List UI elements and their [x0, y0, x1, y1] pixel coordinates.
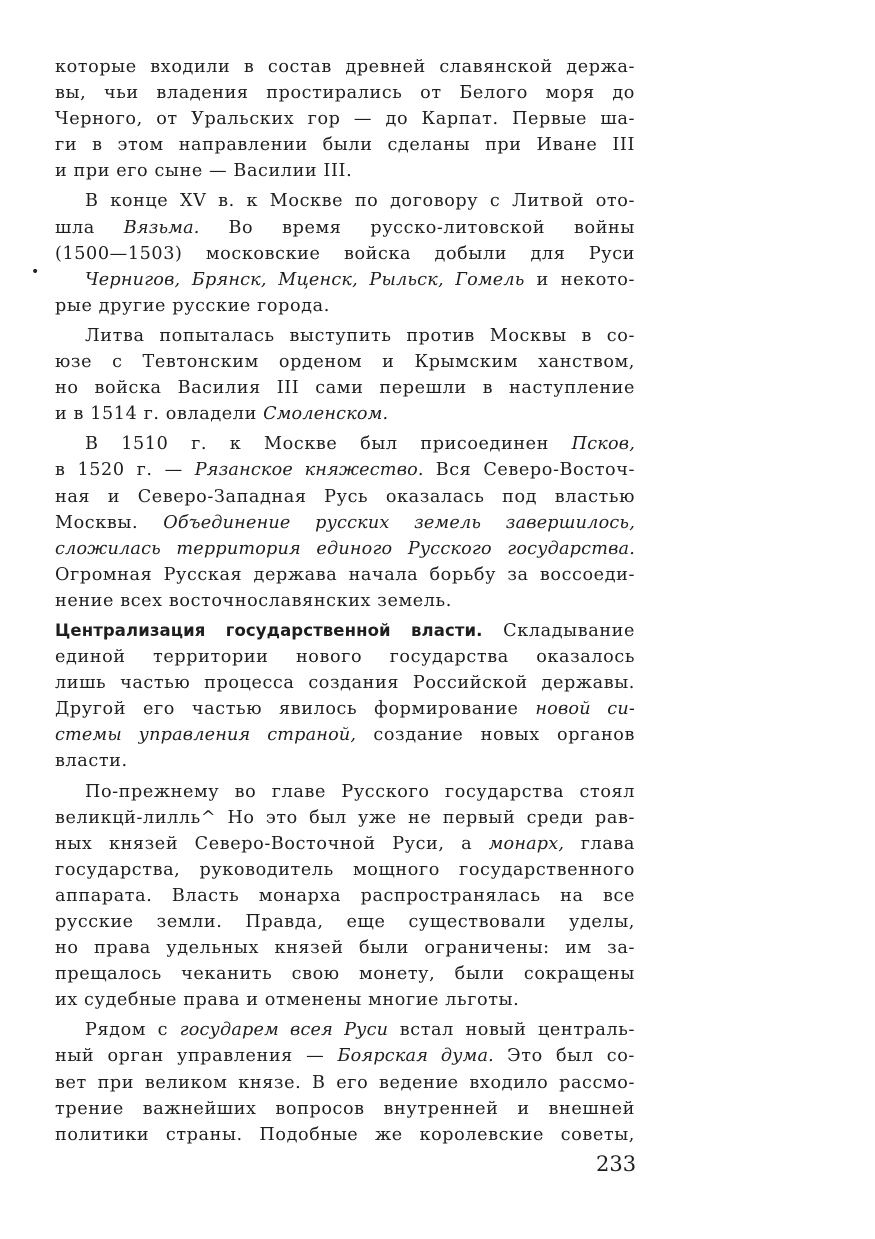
text-line	[55, 536, 635, 562]
text-line: В конце XV в. к Москве по договору с Литвой ото-	[85, 191, 635, 212]
text-line: единой территории нового государства оказалось	[55, 647, 635, 668]
paragraph-2	[55, 188, 635, 318]
italic-city-list: Чернигов, Брянск, Мценск, Рыльск, Гомель	[85, 269, 525, 290]
text-line: нение всех восточнославянских земель.	[55, 590, 452, 611]
text-line: и в 1514 г. овладели Смоленском.	[55, 404, 389, 425]
italic-emphasis: Объединение русских земель завершилось,	[163, 512, 635, 533]
text-line: но права удельных князей были ограничены: им за-	[55, 938, 635, 959]
text-line: стемы управления страной, создание новых органов	[55, 725, 635, 746]
italic-emphasis: государем всея Руси	[179, 1020, 389, 1041]
text-line: Москвы. Объединение русских земель завершилось,	[55, 512, 635, 533]
text-line: лишь частью процесса создания Российской державы.	[55, 673, 635, 694]
margin-bullet-mark: •	[31, 264, 40, 280]
text-line: власти.	[55, 751, 128, 772]
text-line: государства, руководитель мощного государственного	[55, 859, 635, 880]
text-line: ги в этом направлении были сделаны при Иване III	[55, 135, 635, 156]
text-line: прещалось чеканить свою монету, были сокращены	[55, 964, 635, 985]
text-line: Централизация государственной власти. Складывание	[55, 620, 635, 641]
book-page-text	[55, 54, 635, 1152]
text-line: вет при великом князе. В его ведение входило рассмо-	[55, 1072, 635, 1093]
italic-emphasis: монарх,	[488, 833, 565, 854]
italic-emphasis: Боярская дума.	[337, 1046, 494, 1067]
paragraph-7	[55, 1017, 635, 1147]
italic-emphasis: сложилась территория единого Русского государства.	[55, 538, 635, 559]
text-line: По-прежнему во главе Русского государства стоял	[85, 781, 635, 802]
text-line: рые другие русские города.	[55, 295, 330, 316]
text-line: ный орган управления — Боярская дума. Это был со-	[55, 1046, 635, 1067]
text-line: вы, чьи владения простирались от Белого моря до	[55, 83, 635, 104]
text-line: но войска Василия III сами перешли в наступление	[55, 378, 635, 399]
text-line: Черного, от Уральских гор — до Карпат. Первые ша-	[55, 109, 635, 130]
text-line: русские земли. Правда, еще существовали уделы,	[55, 912, 635, 932]
italic-emphasis: стемы управления страной,	[55, 725, 357, 746]
text-line: шла Вязьма. Во время русско-литовской войны	[55, 217, 635, 238]
text-line: Другой его частью явилось формирование новой си-	[55, 699, 635, 720]
text-line: их судебные права и отменены многие льготы.	[55, 990, 520, 1011]
italic-emphasis: новой си-	[535, 699, 635, 720]
italic-place-name: Псков,	[571, 434, 635, 455]
section-heading: Централизация государственной власти.	[55, 620, 483, 640]
text-line: Рядом с государем всея Руси встал новый централь-	[85, 1020, 635, 1041]
text-line: Литва попыталась выступить против Москвы в со-	[85, 325, 635, 346]
text-line: аппарата. Власть монарха распространялась на все	[55, 885, 635, 906]
text-line: юзе с Тевтонским орденом и Крымским ханством,	[55, 352, 635, 373]
italic-place-name: Смоленском.	[263, 404, 389, 425]
text-line: Огромная Русская держава начала борьбу за воссоеди-	[55, 564, 635, 585]
paragraph-3	[55, 323, 635, 427]
page-number: 233	[596, 1152, 637, 1176]
italic-place-name: Рязанское княжество.	[194, 460, 424, 481]
text-line: ных князей Северо-Восточной Руси, а монарх, глава	[55, 833, 635, 854]
text-line: в 1520 г. — Рязанское княжество. Вся Северо-Восточ-	[55, 460, 635, 481]
text-line: политики страны. Подобные же королевские советы,	[55, 1124, 635, 1145]
italic-place-name: Вязьма.	[123, 217, 200, 238]
text-line: трение важнейших вопросов внутренней и внешней	[55, 1098, 635, 1119]
text-line: которые входили в состав древней славянской держа-	[55, 57, 635, 77]
paragraph-6	[55, 779, 635, 1014]
text-line: великцй-лилль^ Но это был уже не первый среди рав-	[55, 807, 635, 828]
text-line: (1500—1503) московские войска добыли для Руси	[55, 243, 635, 264]
text-line: Чернигов, Брянск, Мценск, Рыльск, Гомель и некото-	[85, 269, 635, 290]
paragraph-5	[55, 618, 635, 775]
text-line: и при его сыне — Василии III.	[55, 161, 353, 182]
paragraph-4	[55, 431, 635, 614]
paragraph-1	[55, 54, 635, 184]
text-line: ная и Северо-Западная Русь оказалась под властью	[55, 486, 635, 507]
text-line: В 1510 г. к Москве был присоединен Псков,	[85, 434, 635, 455]
